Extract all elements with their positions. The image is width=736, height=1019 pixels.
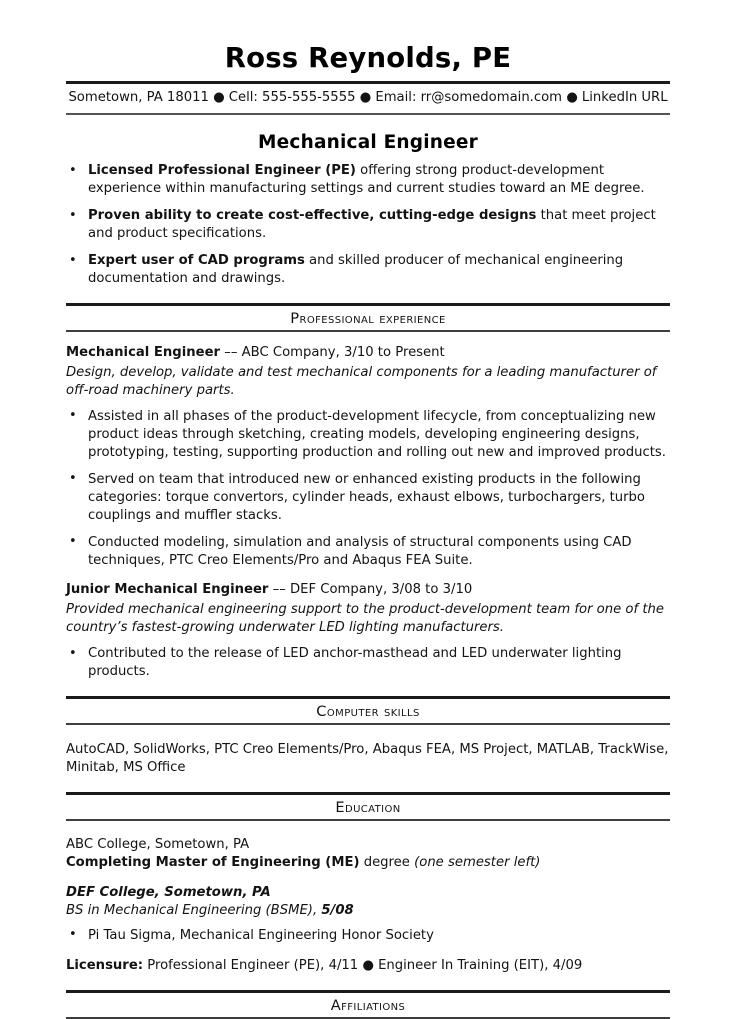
list-item: • Served on team that introduced new or enhanced existing products in the following categories: torque convertors, cylinder heads, exhaust elbows, turbochargers, turbo couplings and muffler stacks.: [66, 471, 670, 525]
job-summary: Design, develop, validate and test mechanical components for a leading manufacturer of off-road machinery parts.: [66, 364, 657, 398]
experience-entry-1: [66, 344, 670, 569]
summary-highlights-list: [66, 162, 670, 288]
highlight-lead: Expert user of CAD programs: [88, 253, 305, 269]
list-item: • Assisted in all phases of the product-development lifecycle, from conceptualizing new product ideas through sketching, creating models, developing engineering designs, prototyping, testing, supporting production and rolling out new and improved products.: [66, 408, 670, 462]
degree-title: Completing Master of Engineering (ME): [66, 855, 360, 871]
job-title: Mechanical Engineer: [66, 344, 221, 360]
section-header-education: [66, 792, 670, 821]
school-degree-2: [66, 902, 670, 920]
degree-note: (one semester left): [414, 855, 541, 871]
list-item: • Conducted modeling, simulation and analysis of structural components using CAD techniques, PTC Creo Elements/Pro and Abaqus FEA Suite.: [66, 534, 670, 570]
section-title: Professional experience: [290, 309, 446, 327]
education-bullets-list: [66, 927, 670, 945]
licensure-line: [66, 957, 670, 975]
section-title: Education: [335, 799, 401, 817]
degree-date: 5/08: [321, 902, 354, 918]
section-rule-bottom: [66, 723, 670, 725]
highlight-rest: and skilled producer of mechanical engineering documentation and drawings.: [88, 253, 624, 287]
section-rule-bottom: [66, 819, 670, 821]
school-name-1: ABC College, Sometown, PA: [66, 837, 250, 853]
highlight-rest: that meet project and product specifications.: [88, 208, 656, 242]
highlight-lead: Proven ability to create cost-effective, cutting-edge designs: [88, 208, 537, 224]
list-item: [66, 252, 670, 288]
list-item: [66, 207, 670, 243]
degree-title: BS in Mechanical Engineering (BSME),: [66, 902, 322, 918]
skills-list: AutoCAD, SolidWorks, PTC Creo Elements/Pro, Abaqus FEA, MS Project, MATLAB, TrackWise, Minitab, MS Office: [66, 742, 669, 776]
section-header-skills: [66, 696, 670, 725]
school-degree-1: [66, 854, 670, 872]
list-item: [66, 162, 670, 198]
list-item: • Pi Tau Sigma, Mechanical Engineering Honor Society: [66, 927, 670, 945]
highlight-lead: Licensed Professional Engineer (PE): [88, 163, 356, 179]
job-separator: ––: [220, 344, 242, 360]
job-company: DEF Company, 3/08 to 3/10: [289, 582, 473, 598]
section-header-affiliations: [66, 990, 670, 1019]
job-heading: [66, 581, 670, 599]
job-company: ABC Company, 3/10 to Present: [241, 344, 445, 360]
section-title: Computer skills: [316, 703, 420, 721]
contact-line: Sometown, PA 18011 ● Cell: 555-555-5555 ● Email: rr@somedomain.com ● LinkedIn URL: [68, 90, 668, 106]
licensure-value: Professional Engineer (PE), 4/11 ● Engineer In Training (EIT), 4/09: [143, 957, 583, 973]
job-target-title: Mechanical Engineer: [258, 132, 478, 154]
experience-entry-2: [66, 581, 670, 681]
job-bullets-list: [66, 645, 670, 681]
school-name-2: DEF College, Sometown, PA: [66, 885, 271, 901]
job-summary: Provided mechanical engineering support to the product-development team for one of the country’s fastest-growing underwater LED lighting manufacturers.: [66, 602, 664, 636]
licensure-label: Licensure:: [66, 957, 144, 973]
job-heading: [66, 344, 670, 362]
header-rule-bottom: [66, 113, 670, 115]
job-target-section: [66, 132, 670, 288]
list-item: • Contributed to the release of LED anchor-masthead and LED underwater lighting products.: [66, 645, 670, 681]
candidate-name: Ross Reynolds, PE: [224, 42, 512, 74]
resume-header: [66, 0, 670, 115]
skills-body: [66, 741, 670, 777]
section-header-experience: [66, 303, 670, 332]
highlight-rest: offering strong product-development experience within manufacturing settings and current studies toward an ME degree.: [88, 163, 645, 197]
job-title: Junior Mechanical Engineer: [66, 582, 269, 598]
job-bullets-list: [66, 408, 670, 570]
education-body: [66, 836, 670, 975]
degree-rest: degree: [359, 855, 415, 871]
section-title: Affiliations: [330, 996, 406, 1014]
section-rule-bottom: [66, 330, 670, 332]
job-separator: ––: [268, 582, 290, 598]
